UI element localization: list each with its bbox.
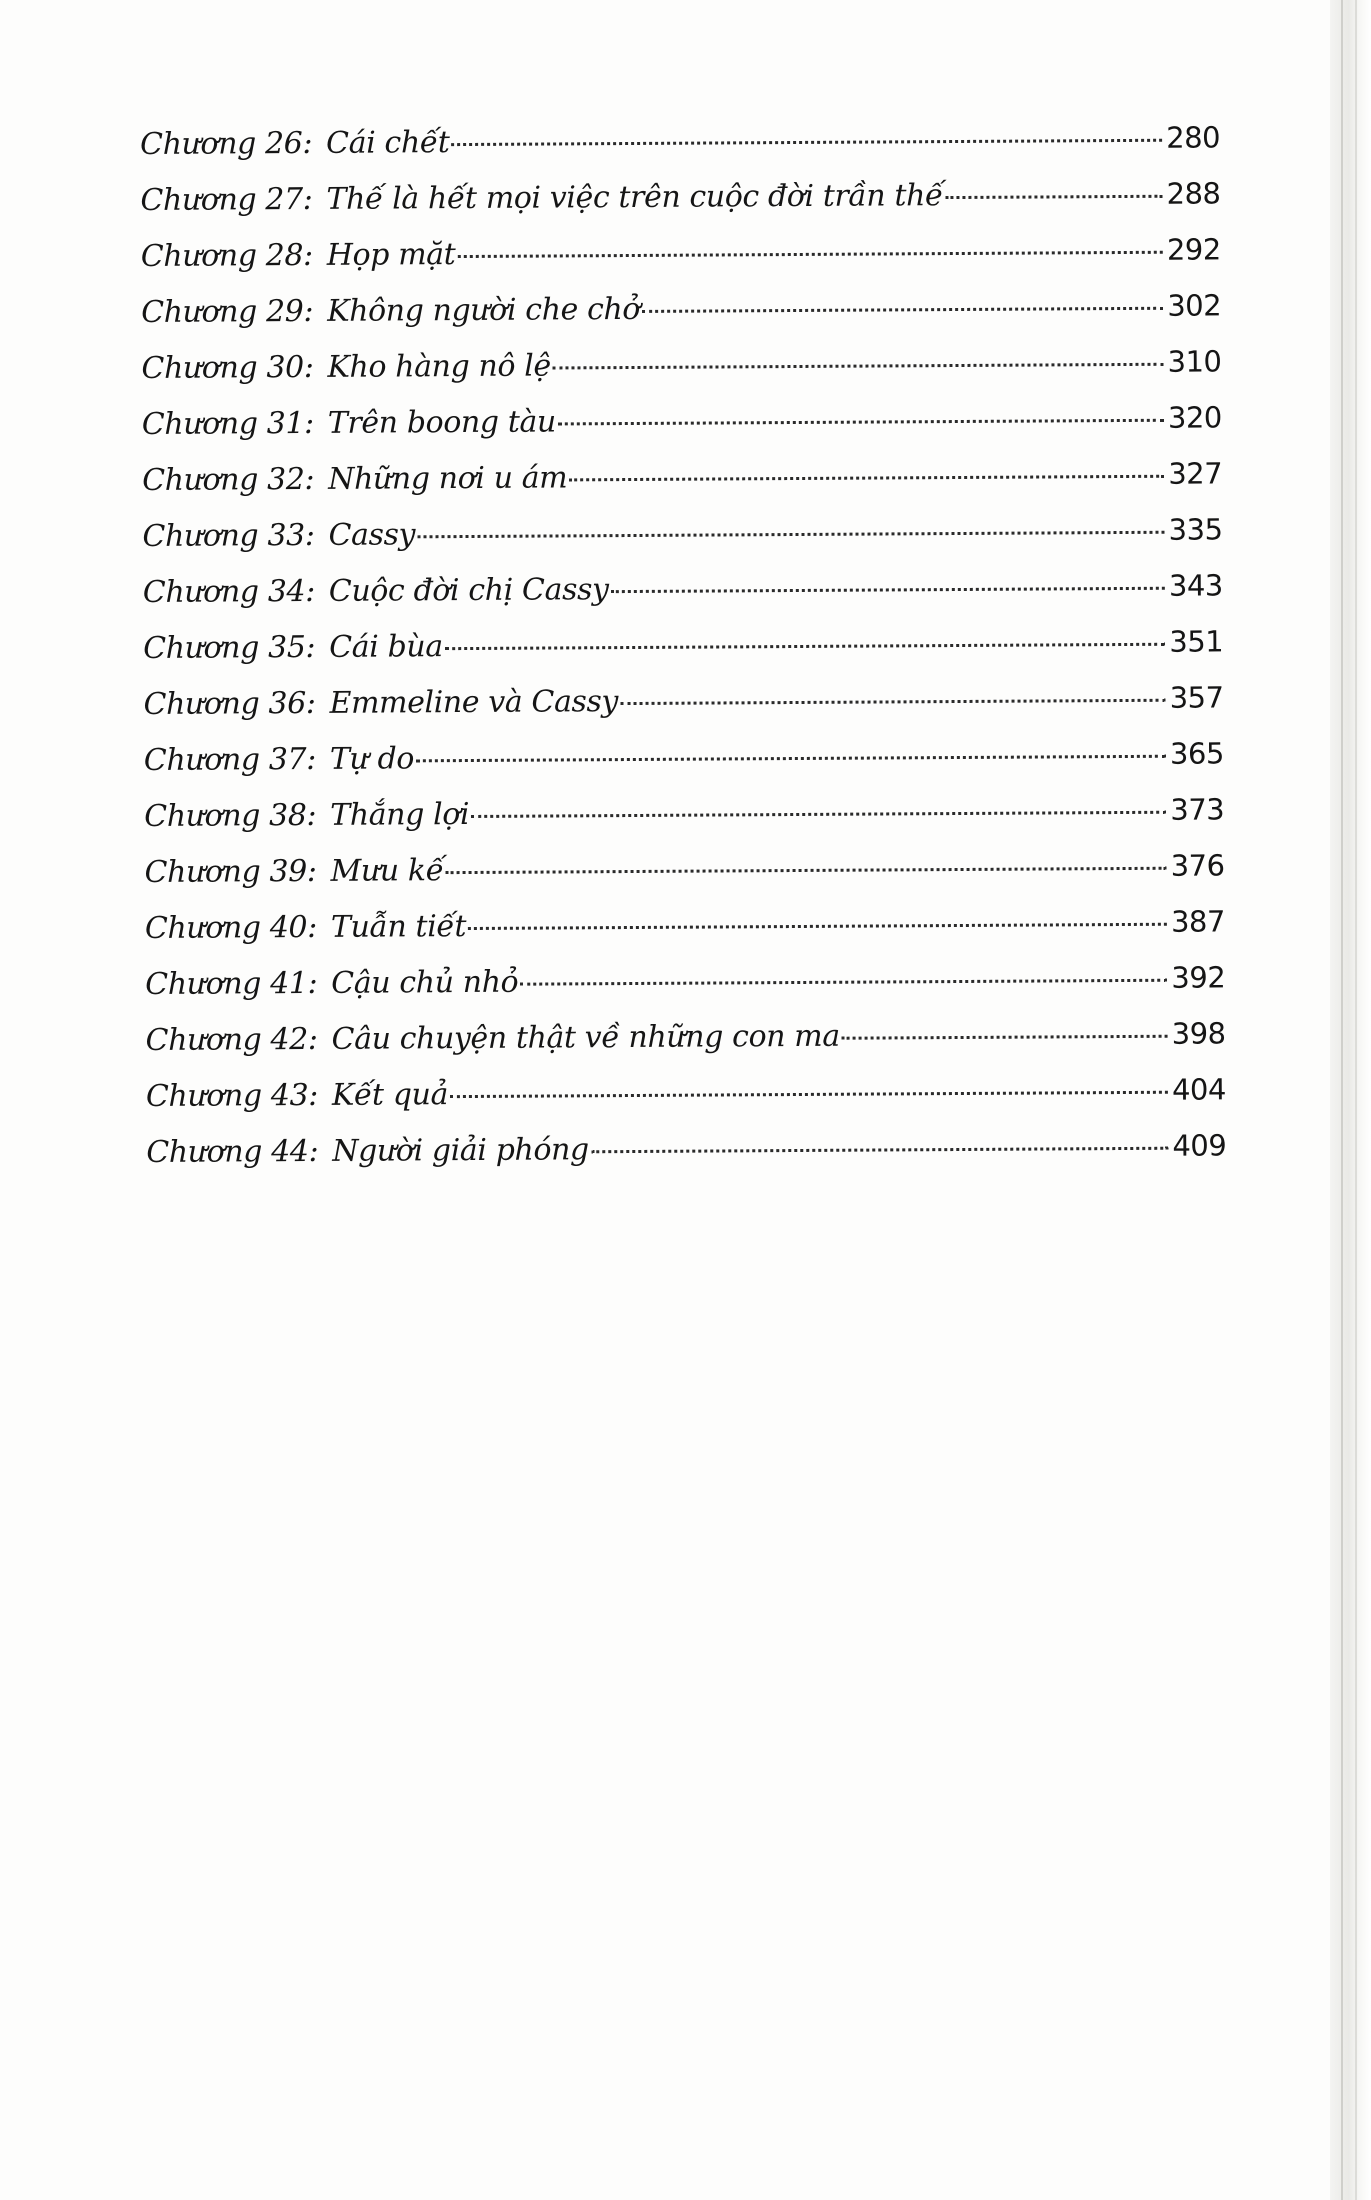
toc-chapter-label: Chương 27: [140,181,313,218]
toc-chapter-label: Chương 26: [140,125,313,162]
toc-chapter-title: Họp mặt [326,237,456,273]
toc-dot-leader [558,419,1164,426]
toc-page-number: 310 [1167,344,1222,379]
toc-chapter-label: Chương 43: [145,1077,319,1114]
toc-dot-leader [569,475,1164,482]
toc-chapter-title: Kho hàng nô lệ [327,348,551,385]
toc-page-number: 387 [1170,904,1225,939]
toc-dot-leader [471,811,1166,818]
toc-dot-leader [457,251,1163,258]
toc-chapter-title: Người giải phóng [332,1132,589,1169]
toc-chapter-title: Tự do [329,741,415,777]
toc-chapter-label: Chương 32: [142,461,315,498]
toc-page-number: 327 [1168,456,1223,491]
toc-entry [145,904,1225,967]
toc-chapter-title: Câu chuyện thật về những con ma [331,1018,840,1057]
toc-entry [140,120,1220,183]
toc-entry [146,1072,1226,1135]
toc-page-number: 351 [1169,624,1224,659]
toc-dot-leader [468,923,1167,930]
toc-entry [144,792,1224,855]
toc-chapter-title: Tuẫn tiết [330,909,467,945]
toc-chapter-title: Mưu kế [330,853,444,889]
toc-chapter-label: Chương 44: [146,1133,319,1170]
toc-chapter-label: Chương 34: [142,573,315,610]
toc-page-number: 357 [1169,680,1224,715]
toc-entry [145,960,1225,1023]
toc-entry [146,1128,1226,1191]
toc-page-number: 343 [1168,568,1223,603]
toc-page-number: 288 [1166,176,1221,211]
toc-chapter-title: Cuộc đời chị Cassy [328,572,609,609]
toc-entry [145,1016,1225,1079]
gutter-edge-line [1355,0,1357,2200]
toc-page-number: 335 [1168,512,1223,547]
toc-chapter-title: Thế là hết mọi việc trên cuộc đời trần thế [326,178,944,217]
toc-chapter-label: Chương 28: [140,237,313,274]
toc-entry [144,736,1224,799]
toc-chapter-label: Chương 31: [141,405,314,442]
toc-chapter-label: Chương 38: [144,797,317,834]
toc-entry [140,176,1220,239]
toc-chapter-label: Chương 42: [145,1021,318,1058]
toc-page-number: 398 [1171,1016,1226,1051]
toc-page-number: 373 [1170,792,1225,827]
toc-chapter-label: Chương 40: [144,909,318,946]
toc-dot-leader [553,363,1164,370]
toc-page-number: 376 [1170,848,1225,883]
toc-entry [143,568,1223,631]
toc-chapter-title: Cassy [328,517,416,553]
toc-chapter-label: Chương 36: [143,685,316,722]
toc-page-number: 292 [1166,232,1221,267]
toc-chapter-title: Không người che chở [327,291,641,329]
toc-chapter-title: Cái chết [326,125,450,161]
toc-entry [141,288,1221,351]
toc-chapter-title: Trên boong tàu [327,404,556,441]
toc-page-number: 302 [1167,288,1222,323]
toc-dot-leader [591,1147,1169,1154]
toc-chapter-label: Chương 35: [143,629,316,666]
toc-dot-leader [450,1091,1168,1098]
toc-dot-leader [446,867,1167,874]
toc-dot-leader [445,643,1166,650]
toc-dot-leader [417,531,1165,539]
toc-dot-leader [842,1035,1168,1040]
toc-chapter-label: Chương 41: [145,965,318,1002]
toc-entry [143,624,1223,687]
toc-chapter-title: Thắng lợi [330,797,470,833]
toc-entry [142,456,1222,519]
toc-chapter-title: Cái bùa [329,629,443,665]
toc-page-number: 392 [1171,960,1226,995]
toc-page-number: 280 [1166,120,1221,155]
toc-chapter-label: Chương 37: [143,741,316,778]
toc-entry [141,344,1221,407]
toc-dot-leader [520,979,1167,986]
toc-entry [141,232,1221,295]
toc-dot-leader [452,139,1163,146]
toc-chapter-label: Chương 29: [141,293,314,330]
toc-dot-leader [611,587,1165,593]
toc-chapter-title: Emmeline và Cassy [329,684,619,721]
toc-page-number: 409 [1172,1128,1227,1163]
toc-page-number: 404 [1171,1072,1227,1107]
toc-chapter-title: Kết quả [331,1077,449,1113]
toc-dot-leader [416,755,1166,763]
toc-dot-leader [620,699,1166,705]
gutter-edge-line [1341,0,1343,2200]
toc-entry [142,512,1222,575]
toc-chapter-label: Chương 30: [141,349,314,386]
toc-page-number: 365 [1169,736,1224,771]
book-spine-gutter [1330,0,1371,2200]
toc-dot-leader [642,307,1163,313]
toc-chapter-label: Chương 39: [144,853,317,890]
toc-dot-leader [945,195,1163,199]
toc-chapter-title: Cậu chủ nhỏ [331,964,519,1001]
toc-page-number: 320 [1167,400,1222,435]
toc-chapter-title: Những nơi u ám [328,460,568,497]
table-of-contents [140,120,1226,1191]
toc-entry [142,400,1222,463]
toc-entry [144,848,1224,911]
toc-chapter-label: Chương 33: [142,517,315,554]
toc-entry [143,680,1223,743]
